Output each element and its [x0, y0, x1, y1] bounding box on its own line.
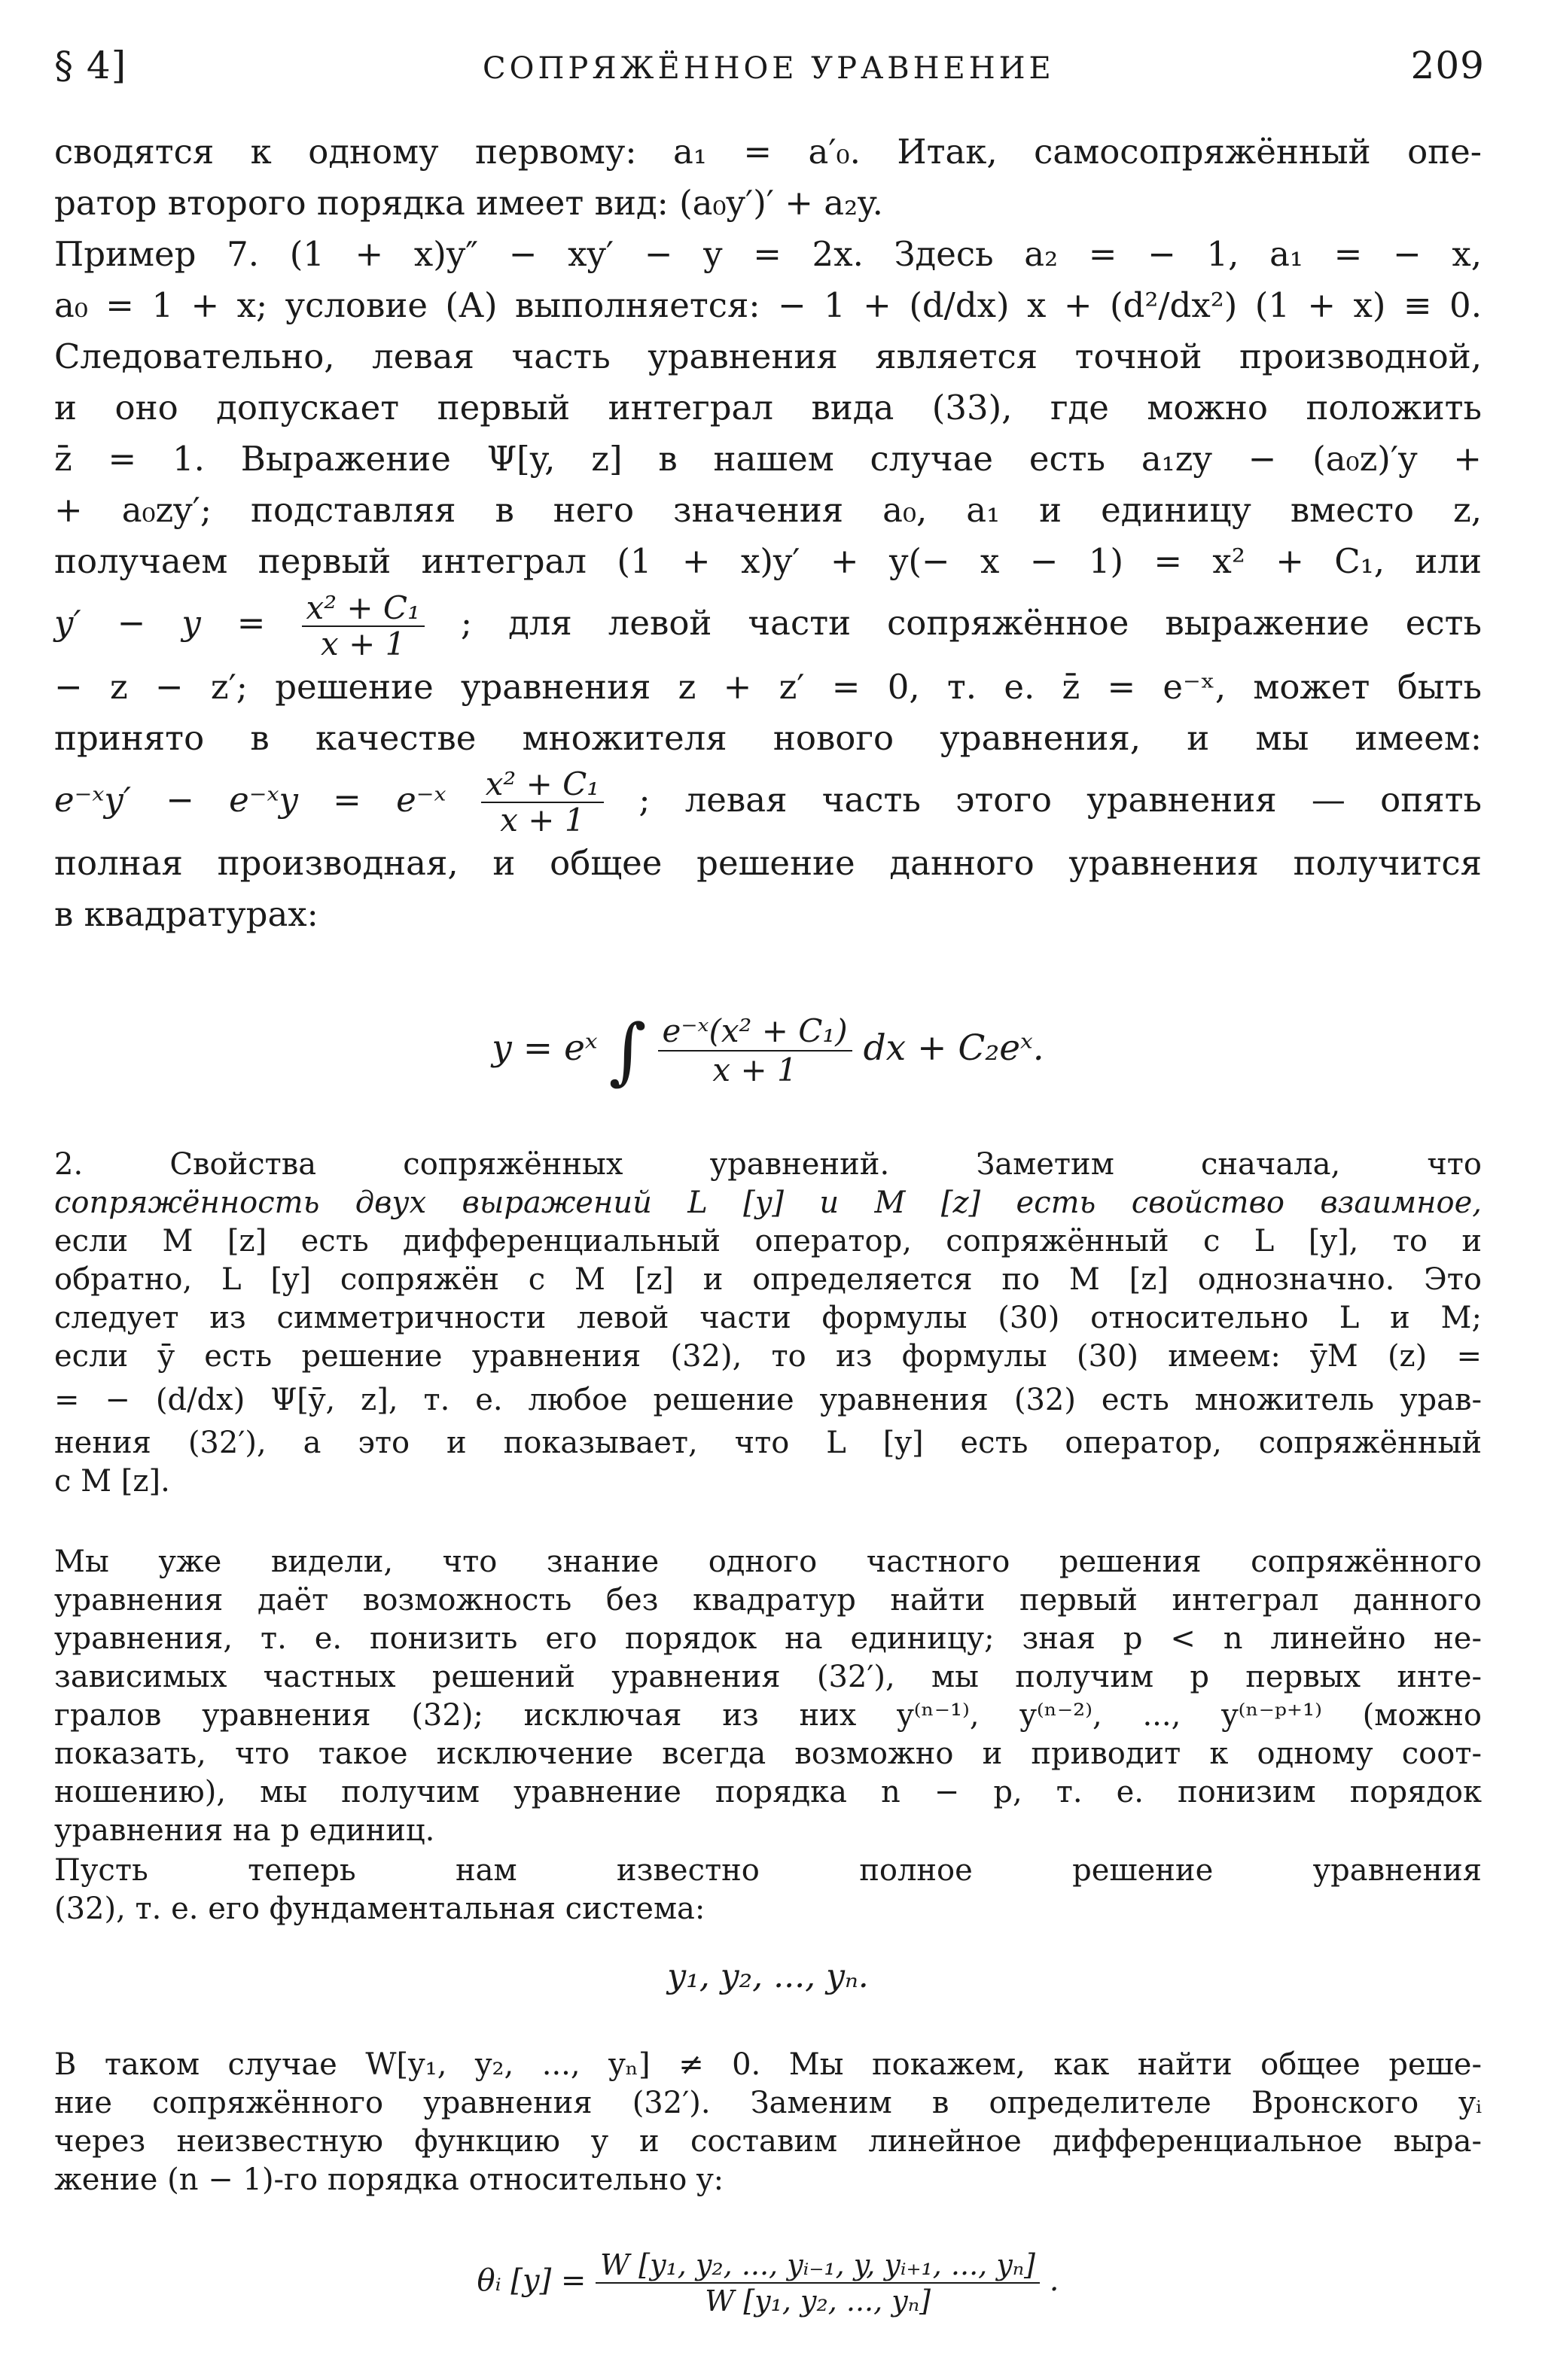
- running-title: СОПРЯЖЁННОЕ УРАВНЕНИЕ: [483, 51, 1055, 86]
- text-line: уравнения, т. е. понизить его порядок на единицу; зная p < n линейно не-: [54, 1621, 1482, 1656]
- paragraph-wronskian: [54, 2046, 1482, 2199]
- text-line: Пусть теперь нам известно полное решение уравнения: [54, 1853, 1482, 1888]
- fraction: [596, 2248, 1040, 2318]
- formula-right: .: [1049, 2263, 1059, 2298]
- text-line: ние сопряжённого уравнения (32′). Заменим в определителе Вронского yᵢ: [54, 2086, 1482, 2120]
- text-line: сопряжённость двух выражений L [y] и M [z] есть свойство взаимное,: [54, 1185, 1482, 1220]
- text-line: обратно, L [y] сопряжён с M [z] и определяется по M [z] однозначно. Это: [54, 1262, 1482, 1297]
- text-line: + a₀zy′; подставляя в него значения a₀, a₁ и единицу вместо z,: [54, 490, 1482, 530]
- text-line: уравнения на p единиц.: [54, 1813, 435, 1848]
- formula-left: y = eˣ: [492, 1027, 598, 1069]
- text-line: гралов уравнения (32); исключая из них y⁽ⁿ⁻¹⁾, y⁽ⁿ⁻²⁾, ..., y⁽ⁿ⁻ᵖ⁺¹⁾ (можно: [54, 1698, 1482, 1733]
- text-line: получаем первый интеграл (1 + x)y′ + y(− x − 1) = x² + C₁, или: [54, 541, 1482, 581]
- text-line: (32), т. е. его фундаментальная система:: [54, 1892, 705, 1926]
- text-line: если M [z] есть дифференциальный оператор, сопряжённый с L [y], то и: [54, 1224, 1482, 1258]
- text-line: полная производная, и общее решение данного уравнения получится: [54, 843, 1482, 883]
- fraction: [481, 767, 604, 838]
- text-line: Мы уже видели, что знание одного частного решения сопряжённого: [54, 1545, 1482, 1579]
- text-line: Следовательно, левая часть уравнения является точной производной,: [54, 336, 1482, 376]
- fraction: [658, 1012, 852, 1089]
- text-line: z̄ = 1. Выражение Ψ[y, z] в нашем случае есть a₁zy − (a₀z)′y +: [54, 439, 1482, 479]
- formula-left: θᵢ [y] =: [477, 2263, 587, 2298]
- text-line: следует из симметричности левой части формулы (30) относительно L и M;: [54, 1301, 1482, 1335]
- section-marker: § 4]: [54, 44, 127, 87]
- equation-left: y′ − y =: [54, 603, 266, 643]
- fraction-denominator: x + 1: [712, 1052, 797, 1088]
- theta-formula: [54, 2248, 1482, 2318]
- formula-right: dx + C₂eˣ.: [863, 1027, 1044, 1069]
- text-line: в квадратурах:: [54, 894, 318, 934]
- text-line: зависимых частных решений уравнения (32′), мы получим p первых инте-: [54, 1660, 1482, 1694]
- fraction-numerator: x² + C₁: [302, 591, 425, 627]
- text-segment: ; левая часть этого уравнения — опять: [638, 779, 1482, 820]
- fraction-numerator: e⁻ˣ(x² + C₁): [658, 1012, 852, 1052]
- paragraph-full-solution: [54, 1852, 1482, 1928]
- paragraph-known-solutions: [54, 1543, 1482, 1850]
- integral-sign: ∫: [608, 1009, 647, 1093]
- text-line: нения (32′), а это и показывает, что L [y] есть оператор, сопряжённый: [54, 1426, 1482, 1460]
- text-line: = − (d/dx) Ψ[ȳ, z], т. е. любое решение уравнения (32) есть множитель урав-: [54, 1383, 1482, 1417]
- example-block: [54, 126, 1482, 940]
- fraction-denominator: x + 1: [500, 802, 585, 838]
- fraction-numerator: W [y₁, y₂, ..., yᵢ₋₁, y, yᵢ₊₁, ..., yₙ]: [596, 2248, 1040, 2284]
- running-header: [54, 44, 1485, 87]
- fraction-denominator: W [y₁, y₂, ..., yₙ]: [705, 2284, 931, 2318]
- text-line: с M [z].: [54, 1464, 170, 1499]
- text-line: жение (n − 1)-го порядка относительно y:: [54, 2162, 724, 2197]
- fraction-line: [54, 764, 1482, 838]
- text-line: если ȳ есть решение уравнения (32), то из формулы (30) имеем: ȳM (z) =: [54, 1339, 1482, 1374]
- fraction: [302, 591, 425, 662]
- text-line: ратор второго порядка имеет вид: (a₀y′)′ + a₂y.: [54, 183, 883, 223]
- text-line: уравнения даёт возможность без квадратур найти первый интеграл данного: [54, 1583, 1482, 1618]
- equation-left: e⁻ˣy′ − e⁻ˣy = e⁻ˣ: [54, 779, 446, 820]
- text-line: показать, что такое исключение всегда возможно и приводит к одному соот-: [54, 1736, 1482, 1771]
- page-number: 209: [1410, 44, 1485, 87]
- fraction-line: [54, 587, 1482, 662]
- text-segment: ; для левой части сопряжённое выражение есть: [460, 603, 1482, 643]
- display-formula: [54, 1009, 1482, 1093]
- text-line: ношению), мы получим уравнение порядка n − p, т. е. понизим порядок: [54, 1775, 1482, 1809]
- fraction-numerator: x² + C₁: [481, 767, 604, 803]
- section-2: [54, 1146, 1482, 1501]
- condition-line: a₀ = 1 + x; условие (А) выполняется: − 1 + (d/dx) x + (d²/dx²) (1 + x) ≡ 0.: [54, 285, 1482, 325]
- text-line: сводятся к одному первому: a₁ = a′₀. Итак, самосопряжённый опе-: [54, 132, 1482, 172]
- text-line: через неизвестную функцию y и составим линейное дифференциальное выра-: [54, 2124, 1482, 2159]
- section-heading-line: 2. Свойства сопряжённых уравнений. Заметим сначала, что: [54, 1147, 1482, 1182]
- text-line: и оно допускает первый интеграл вида (33), где можно положить: [54, 388, 1482, 428]
- text-line: − z − z′; решение уравнения z + z′ = 0, т. е. z̄ = e⁻ˣ, может быть: [54, 666, 1482, 707]
- text-line: В таком случае W[y₁, y₂, ..., yₙ] ≠ 0. Мы покажем, как найти общее реше-: [54, 2047, 1482, 2082]
- text-line: принято в качестве множителя нового уравнения, и мы имеем:: [54, 717, 1482, 758]
- example-heading-line: Пример 7. (1 + x)y″ − xy′ − y = 2x. Здесь a₂ = − 1, a₁ = − x,: [54, 234, 1482, 274]
- fundamental-system-formula: y₁, y₂, ..., yₙ.: [667, 1957, 869, 1995]
- fraction-denominator: x + 1: [321, 625, 406, 662]
